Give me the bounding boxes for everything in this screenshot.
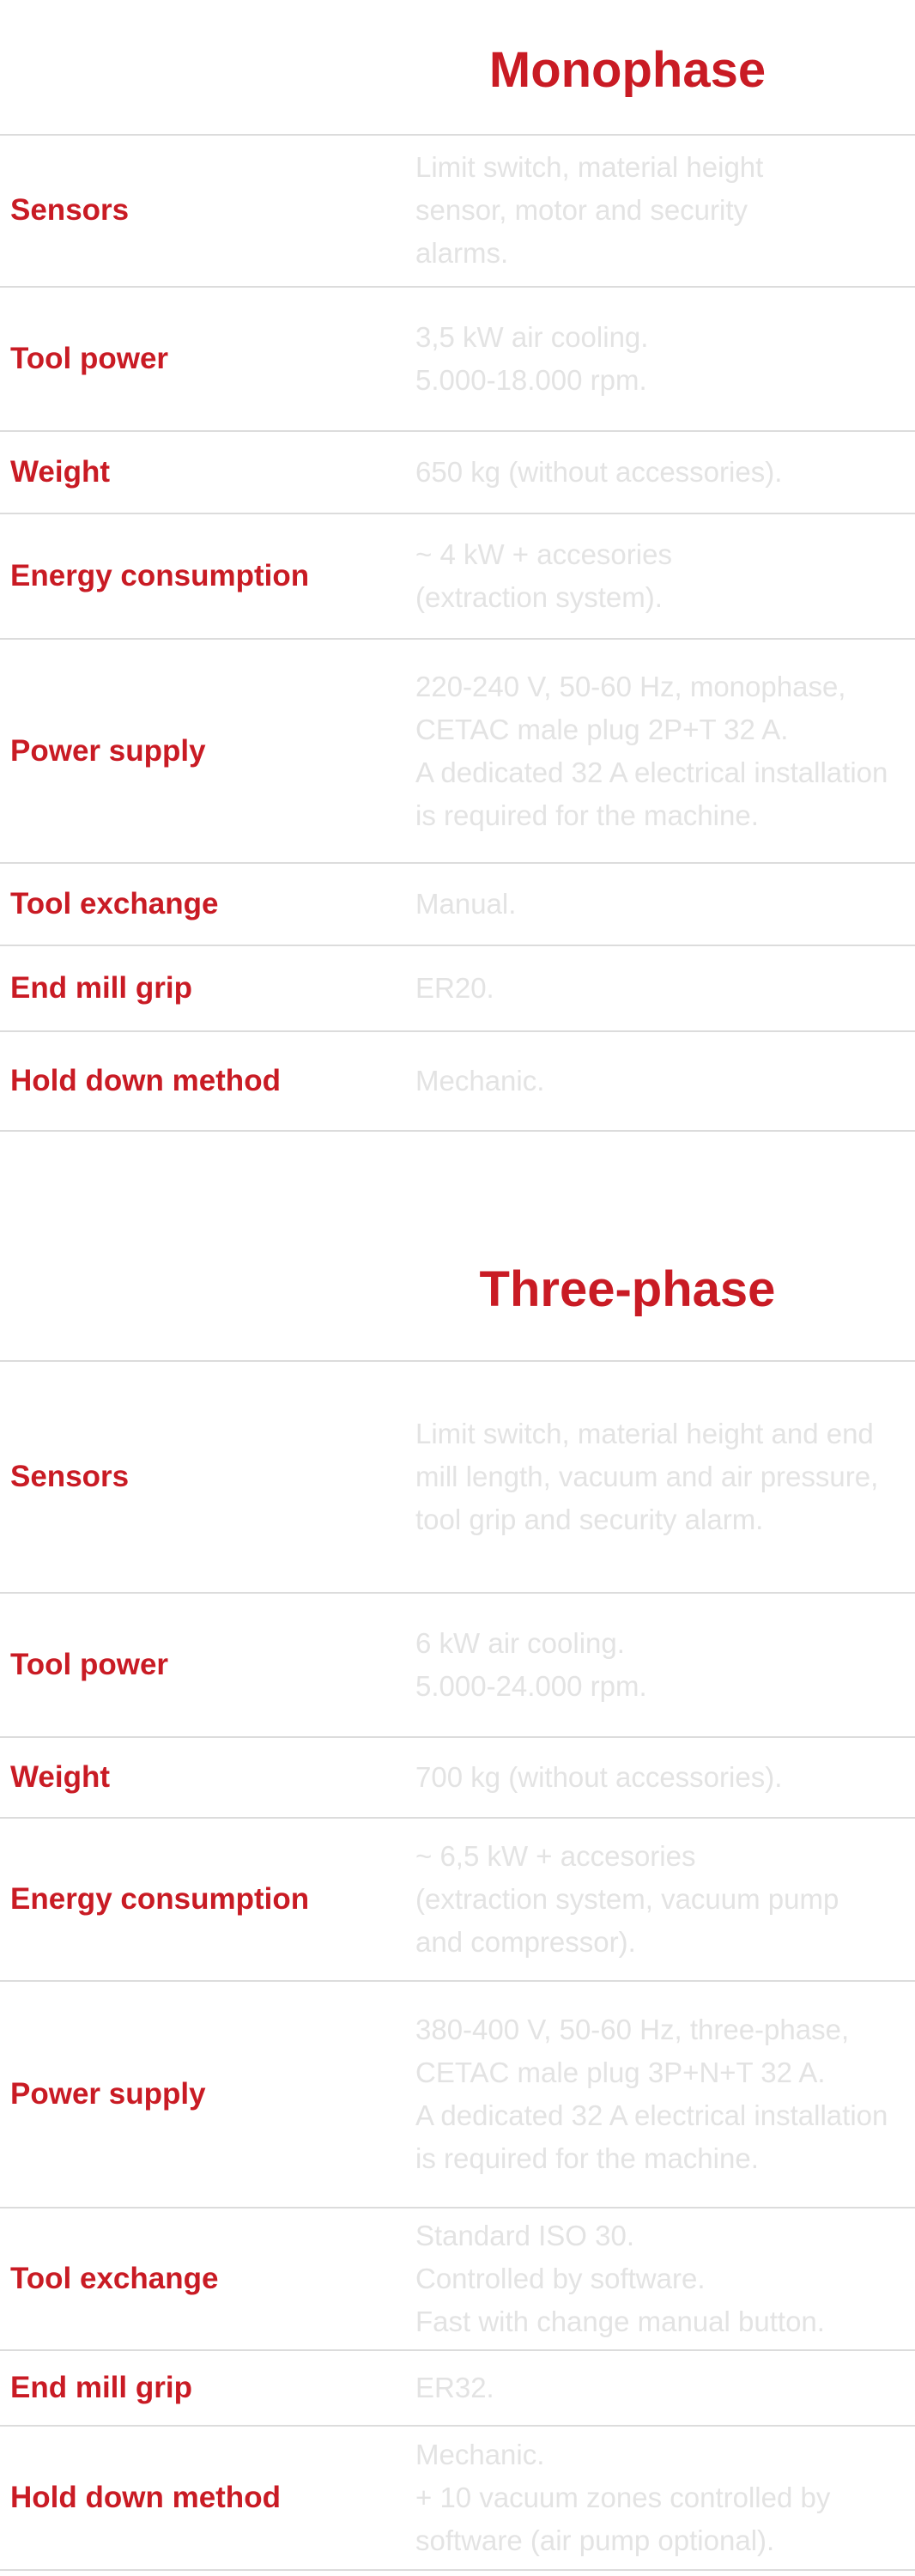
spec-row-weight [0, 1738, 915, 1817]
spec-row-end-mill-grip [0, 946, 915, 1030]
spec-row-tool-exchange [0, 864, 915, 945]
spec-label: Power supply [10, 2077, 206, 2111]
spec-label: Tool exchange [10, 887, 219, 920]
spec-value: 3,5 kW air cooling. 5.000-18.000 rpm. [415, 321, 649, 396]
spec-value: Mechanic. [415, 1065, 545, 1097]
spec-value: 380-400 V, 50-60 Hz, three-phase, CETAC male plug 3P+N+T 32 A. A dedicated 32 A electrical installation is required for the machine. [415, 2014, 888, 2174]
spec-label: Weight [10, 455, 111, 489]
section-title: Monophase [488, 42, 767, 98]
spec-value: 220-240 V, 50-60 Hz, monophase, CETAC male plug 2P+T 32 A. A dedicated 32 A electrical installation is required for the machine. [415, 670, 888, 831]
spec-row-weight [0, 432, 915, 513]
spec-value: ER20. [415, 972, 494, 1004]
spec-value: Limit switch, material height and end mill length, vacuum and air pressure, tool grip and security alarm. [415, 1418, 879, 1535]
spec-label: Tool power [10, 1648, 169, 1681]
spec-label: Tool power [10, 342, 169, 375]
spec-value: ~ 6,5 kW + accesories (extraction system, vacuum pump and compressor). [415, 1840, 839, 1958]
spec-row-hold-down-method [0, 1032, 915, 1130]
spec-value: Mechanic. + 10 vacuum zones controlled by software (air pump optional). [415, 2439, 831, 2556]
section-title: Three-phase [479, 1261, 776, 1317]
divider [0, 2569, 915, 2571]
three-phase-section [0, 1236, 915, 2576]
spec-value: 6 kW air cooling. 5.000-24.000 rpm. [415, 1627, 647, 1702]
spec-row-tool-power [0, 1594, 915, 1736]
spec-row-hold-down-method [0, 2427, 915, 2569]
spec-value: Standard ISO 30. Controlled by software. Fast with change manual button. [415, 2220, 825, 2337]
spec-label: Power supply [10, 733, 206, 768]
spec-row-sensors [0, 1362, 915, 1592]
spec-label: Sensors [10, 1460, 130, 1493]
spec-label: Hold down method [10, 1064, 281, 1097]
spec-label: Energy consumption [10, 1882, 310, 1916]
spec-row-power-supply [0, 640, 915, 862]
spec-label: End mill grip [10, 971, 192, 1005]
spec-label: Energy consumption [10, 559, 310, 592]
spec-value: Manual. [415, 888, 517, 920]
spec-label: End mill grip [10, 2371, 192, 2404]
spec-value: ~ 4 kW + accesories (extraction system). [415, 538, 672, 613]
divider [0, 1130, 915, 1132]
spec-row-sensors [0, 135, 915, 286]
spec-label: Weight [10, 1760, 111, 1794]
spec-label: Hold down method [10, 2481, 281, 2514]
spec-value: 700 kg (without accessories). [415, 1761, 783, 1793]
spec-value: ER32. [415, 2372, 494, 2403]
spec-row-energy-consumption [0, 1819, 915, 1980]
spec-row-energy-consumption [0, 514, 915, 638]
monophase-section [0, 0, 915, 1133]
spec-row-power-supply [0, 1982, 915, 2207]
spec-label: Sensors [10, 193, 130, 227]
spec-row-end-mill-grip [0, 2351, 915, 2425]
spec-value: Limit switch, material height sensor, motor and security alarms. [415, 151, 764, 269]
spec-value: 650 kg (without accessories). [415, 456, 783, 488]
spec-row-tool-exchange [0, 2208, 915, 2349]
spec-row-tool-power [0, 288, 915, 430]
spec-label: Tool exchange [10, 2262, 219, 2295]
